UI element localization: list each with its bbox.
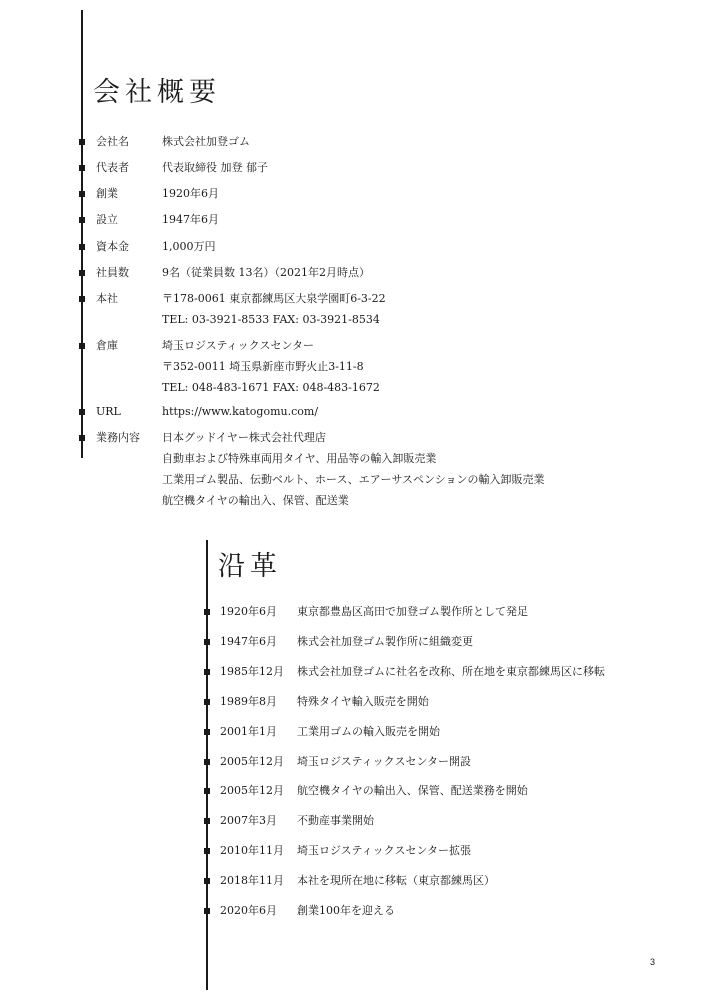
history-event: 工業用ゴムの輸入販売を開始 — [297, 724, 440, 738]
row-value: 1920年6月 — [162, 187, 219, 200]
timeline-bullet — [204, 848, 210, 854]
company-section-title: 会社概要 — [93, 77, 221, 108]
history-date: 2005年12月 — [220, 784, 284, 798]
history-section-title: 沿革 — [218, 551, 282, 582]
list-bullet — [79, 139, 85, 145]
timeline-bullet — [204, 759, 210, 765]
history-vertical-rule — [206, 540, 208, 990]
history-event: 本社を現所在地に移転（東京都練馬区） — [297, 874, 495, 888]
row-value: https://www.katogomu.com/ — [162, 405, 319, 418]
list-bullet — [79, 244, 85, 250]
history-event: 特殊タイヤ輸入販売を開始 — [297, 694, 429, 708]
row-value: 1,000万円 — [162, 240, 216, 253]
history-event: 株式会社加登ゴム製作所に組織変更 — [297, 634, 473, 648]
row-label: 代表者 — [96, 161, 129, 174]
history-date: 2007年3月 — [220, 814, 277, 828]
row-label: 社員数 — [96, 266, 129, 279]
row-value: 代表取締役 加登 郁子 — [162, 161, 268, 174]
history-date: 2020年6月 — [220, 904, 277, 917]
list-bullet — [79, 217, 85, 223]
row-value: 日本グッドイヤー株式会社代理店 — [162, 431, 326, 444]
timeline-bullet — [204, 818, 210, 824]
history-event: 株式会社加登ゴムに社名を改称、所在地を東京都練馬区に移転 — [297, 664, 605, 678]
row-value: 〒352-0011 埼玉県新座市野火止3-11-8 — [162, 360, 364, 373]
row-value: 株式会社加登ゴム — [162, 135, 250, 148]
list-bullet — [79, 343, 85, 349]
timeline-bullet — [204, 878, 210, 884]
row-value: 自動車および特殊車両用タイヤ、用品等の輸入卸販売業 — [162, 452, 437, 465]
history-date: 1985年12月 — [220, 664, 284, 678]
list-bullet — [79, 270, 85, 276]
history-date: 2005年12月 — [220, 754, 284, 768]
history-date: 1920年6月 — [220, 605, 277, 618]
history-date: 1947年6月 — [220, 634, 277, 648]
timeline-bullet — [204, 788, 210, 794]
timeline-bullet — [204, 699, 210, 705]
timeline-bullet — [204, 669, 210, 675]
history-event: 航空機タイヤの輸出入、保管、配送業務を開始 — [297, 784, 528, 798]
row-label: URL — [96, 405, 121, 418]
row-label: 設立 — [96, 213, 118, 226]
row-label: 創業 — [96, 187, 118, 200]
history-event: 東京都豊島区高田で加登ゴム製作所として発足 — [297, 605, 528, 618]
timeline-bullet — [204, 639, 210, 645]
row-value: 埼玉ロジスティックスセンター — [162, 339, 315, 352]
page-number: 3 — [650, 957, 656, 967]
row-label: 業務内容 — [96, 431, 140, 444]
row-value: 工業用ゴム製品、伝動ベルト、ホース、エアーサスペンションの輸入卸販売業 — [162, 473, 545, 486]
row-label: 会社名 — [96, 135, 129, 148]
history-date: 1989年8月 — [220, 694, 277, 708]
list-bullet — [79, 191, 85, 197]
history-date: 2001年1月 — [220, 724, 277, 738]
list-bullet — [79, 296, 85, 302]
row-value: 〒178-0061 東京都練馬区大泉学園町6-3-22 — [162, 292, 386, 305]
history-date: 2018年11月 — [220, 874, 284, 888]
list-bullet — [79, 435, 85, 441]
history-event: 埼玉ロジスティックスセンター開設 — [297, 754, 472, 768]
row-value: TEL: 03-3921-8533 FAX: 03-3921-8534 — [162, 313, 380, 326]
history-event: 埼玉ロジスティックスセンター拡張 — [297, 844, 472, 858]
list-bullet — [79, 409, 85, 415]
timeline-bullet — [204, 908, 210, 914]
row-value: 航空機タイヤの輸出入、保管、配送業 — [162, 494, 349, 507]
row-label: 倉庫 — [96, 339, 118, 352]
company-vertical-rule — [81, 10, 83, 458]
row-value: 9名（従業員数 13名）（2021年2月時点） — [162, 266, 370, 279]
row-value: 1947年6月 — [162, 213, 219, 226]
row-value: TEL: 048-483-1671 FAX: 048-483-1672 — [162, 381, 380, 394]
list-bullet — [79, 165, 85, 171]
row-label: 資本金 — [96, 240, 129, 253]
history-event: 創業100年を迎える — [297, 904, 395, 917]
history-date: 2010年11月 — [220, 844, 284, 858]
row-label: 本社 — [96, 292, 118, 305]
timeline-bullet — [204, 729, 210, 735]
timeline-bullet — [204, 609, 210, 615]
history-event: 不動産事業開始 — [297, 814, 374, 828]
